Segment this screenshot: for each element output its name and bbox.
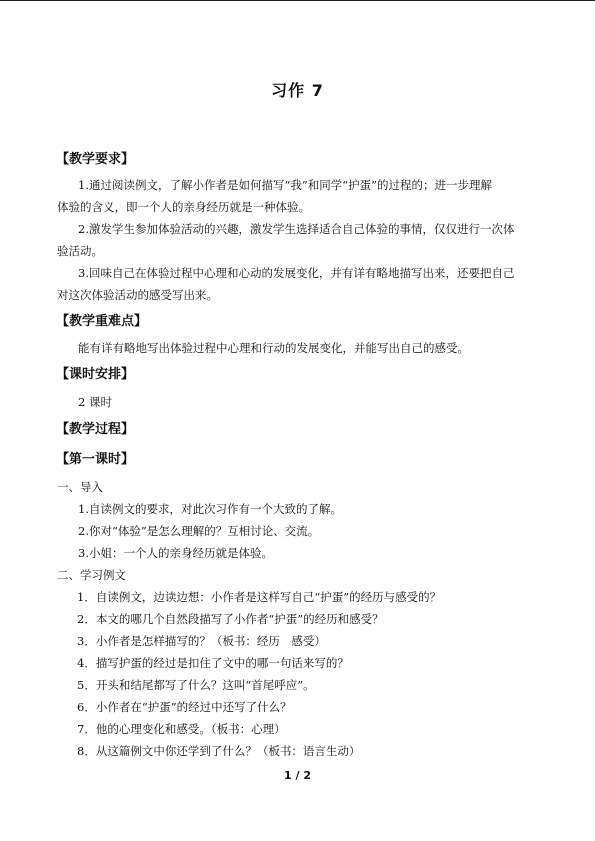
part2-item-8: 8．从这篇例文中你还学到了什么？（板书：语言生动） — [77, 744, 361, 758]
key-points-text: 能有详有略地写出体验过程中心理和行动的发展变化，并能写出自己的感受。 — [78, 341, 469, 355]
part2-item-5: 5．开头和结尾都写了什么？这叫“首尾呼应”。 — [77, 678, 315, 692]
page-title: 习作 7 — [271, 81, 324, 100]
part2-item-6: 6．小作者在“护蛋”的经过中还写了什么？ — [77, 700, 292, 714]
part1-label: 一、导入 — [57, 480, 103, 494]
requirement-2-line1: 2.激发学生参加体验活动的兴趣，激发学生选择适合自己体验的事情，仅仅进行一次体 — [78, 222, 515, 236]
heading-first-lesson: 【第一课时】 — [56, 452, 135, 467]
page-number: 1 / 2 — [284, 769, 311, 782]
requirement-1-line2: 体验的含义，即一个人的亲身经历就是一种体验。 — [57, 200, 310, 214]
heading-key-points: 【教学重难点】 — [56, 314, 148, 329]
part2-item-7: 7．他的心理变化和感受。（板书：心理） — [77, 722, 286, 736]
part2-item-1: 1．自读例文，边读边想：小作者是这样写自己“护蛋”的经历与感受的？ — [77, 590, 442, 604]
schedule-text: 2 课时 — [78, 395, 112, 409]
part2-item-4: 4．描写护蛋的经过是扣住了文中的哪一句话来写的？ — [77, 656, 349, 670]
heading-process: 【教学过程】 — [56, 422, 135, 437]
requirement-1-line1: 1.通过阅读例文，了解小作者是如何描写“我”和同学“护蛋”的过程的；进一步理解 — [78, 178, 492, 192]
requirement-3-line2: 对这次体验活动的感受写出来。 — [57, 288, 218, 302]
heading-requirements: 【教学要求】 — [56, 152, 135, 167]
requirement-3-line1: 3.回味自己在体验过程中心理和心动的发展变化，并有详有略地描写出来，还要把自己 — [78, 266, 515, 280]
requirement-2-line2: 验活动。 — [57, 244, 103, 258]
part1-item-2: 2.你对“体验”是怎么理解的？互相讨论、交流。 — [78, 524, 320, 538]
part2-label: 二、学习例文 — [57, 568, 126, 582]
part2-item-3: 3．小作者是怎样描写的？（板书：经历 感受） — [77, 634, 326, 648]
part2-item-2: 2．本文的哪几个自然段描写了小作者“护蛋”的经历和感受？ — [77, 612, 384, 626]
heading-schedule: 【课时安排】 — [56, 367, 135, 382]
part1-item-3: 3.小姐：一个人的亲身经历就是体验。 — [78, 546, 273, 560]
part1-item-1: 1.自读例文的要求，对此次习作有一个大致的了解。 — [78, 502, 342, 516]
